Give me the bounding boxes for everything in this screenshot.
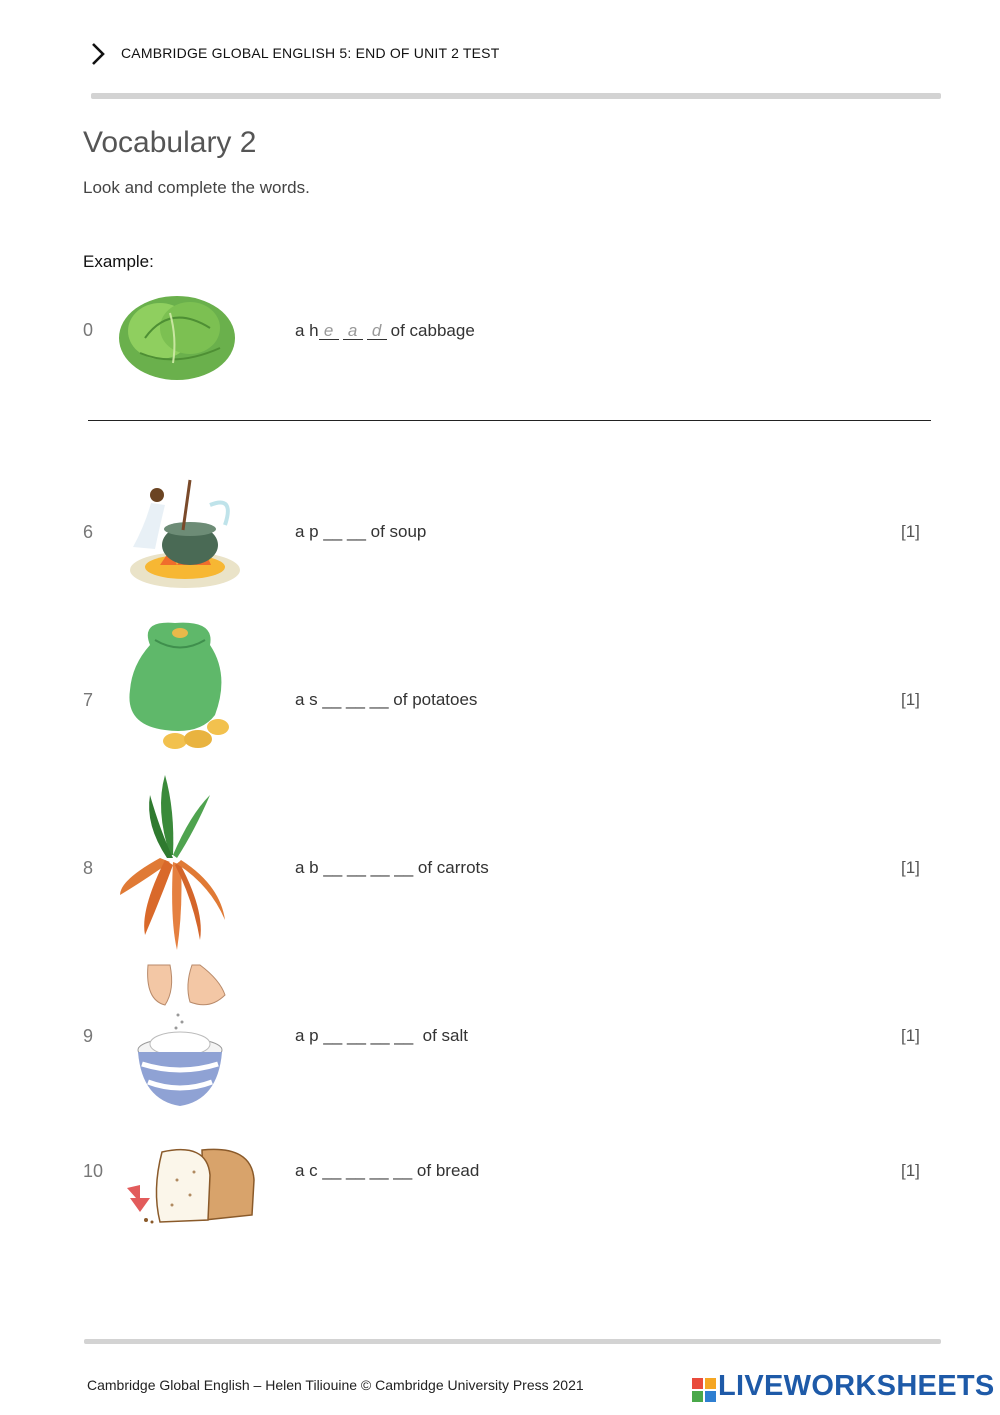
- item-phrase: a c __ __ __ __ of bread: [295, 1161, 480, 1180]
- item-number: 6: [83, 522, 94, 542]
- item-mark: [1]: [901, 858, 920, 877]
- example-answer-2: a: [343, 322, 363, 340]
- example-answer-1: e: [319, 322, 339, 340]
- item-phrase: a p __ __ __ __ of salt: [295, 1026, 468, 1045]
- item-number: 10: [83, 1161, 104, 1181]
- example-label: Example:: [83, 252, 154, 271]
- pot-of-soup-image: [115, 465, 245, 595]
- item-phrase: a p __ __ of soup: [295, 522, 427, 541]
- item-mark: [1]: [901, 1161, 920, 1180]
- item-number: 8: [83, 858, 94, 878]
- item-phrase: a b __ __ __ __ of carrots: [295, 858, 489, 877]
- bunch-of-carrots-image: [115, 770, 230, 955]
- liveworksheets-logo-icon: [692, 1378, 716, 1402]
- example-prefix: a h: [295, 321, 319, 340]
- item-phrase: a s __ __ __ of potatoes: [295, 690, 478, 709]
- example-phrase: [295, 321, 475, 341]
- item-number: 7: [83, 690, 94, 710]
- header-rule: [91, 93, 941, 99]
- item-number: 9: [83, 1026, 94, 1046]
- footer-credit: Cambridge Global English – Helen Tiliouine © Cambridge University Press 2021: [87, 1377, 584, 1393]
- example-answer-3: d: [367, 322, 387, 340]
- footer-rule: [84, 1339, 941, 1344]
- item-mark: [1]: [901, 690, 920, 709]
- cabbage-image: [115, 283, 240, 383]
- instructions: Look and complete the words.: [83, 178, 310, 197]
- pinch-of-salt-image: [130, 960, 230, 1110]
- crumb-of-bread-image: [122, 1140, 257, 1230]
- example-divider: [88, 420, 931, 421]
- liveworksheets-brand[interactable]: LIVEWORKSHEETS: [718, 1370, 995, 1402]
- example-suffix: of cabbage: [390, 321, 475, 340]
- chevron-right-icon: [88, 40, 110, 70]
- example-number: 0: [83, 320, 94, 340]
- section-title: Vocabulary 2: [83, 126, 257, 159]
- item-mark: [1]: [901, 522, 920, 541]
- item-mark: [1]: [901, 1026, 920, 1045]
- header-title: CAMBRIDGE GLOBAL ENGLISH 5: END OF UNIT 2 TEST: [121, 45, 500, 61]
- sack-of-potatoes-image: [120, 615, 235, 755]
